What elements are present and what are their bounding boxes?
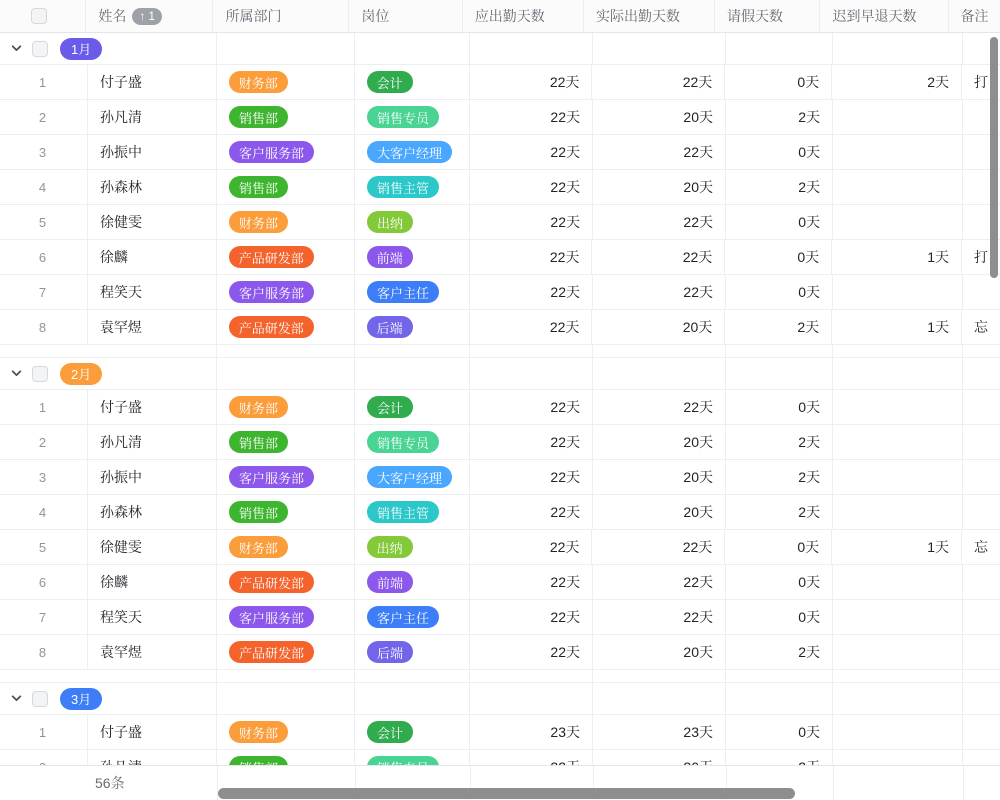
cell-leave-days[interactable]: 0天 xyxy=(726,715,833,749)
empty-cell[interactable] xyxy=(833,670,963,682)
table-row xyxy=(0,310,1000,345)
column-label: 备注 xyxy=(960,8,989,24)
empty-cell[interactable] xyxy=(355,33,470,64)
cell-name[interactable]: 徐健雯 xyxy=(88,205,217,239)
spacer-left-cell[interactable] xyxy=(0,670,217,682)
group-tag: 1月 xyxy=(60,38,102,60)
department-tag: 客户服务部 xyxy=(229,141,314,163)
cell-position[interactable] xyxy=(355,100,470,134)
cell-remark[interactable]: 打 xyxy=(974,249,989,265)
table-row xyxy=(0,240,1000,275)
row-number: 5 xyxy=(0,205,88,239)
column-header-actual-days[interactable] xyxy=(584,0,715,32)
cell-actual-days[interactable]: 20天 xyxy=(593,635,726,669)
cell-position[interactable] xyxy=(355,425,470,459)
collapse-chevron-icon[interactable] xyxy=(10,42,23,55)
column-header-leave-days[interactable] xyxy=(715,0,820,32)
table-row xyxy=(0,205,1000,240)
row-number: 6 xyxy=(0,240,88,274)
cell-department[interactable] xyxy=(217,240,355,274)
collapse-chevron-icon[interactable] xyxy=(10,367,23,380)
position-tag: 会计 xyxy=(367,396,413,418)
department-tag: 财务部 xyxy=(229,396,288,418)
cell-remark[interactable] xyxy=(963,390,1000,424)
cell-expected-days[interactable]: 22天 xyxy=(470,275,593,309)
cell-actual-days[interactable]: 22天 xyxy=(592,530,725,564)
position-tag: 前端 xyxy=(367,571,413,593)
cell-position[interactable] xyxy=(355,635,470,669)
cell-leave-days[interactable]: 0天 xyxy=(726,275,833,309)
collapse-chevron-icon[interactable] xyxy=(10,692,23,705)
cell-name[interactable]: 孙森林 xyxy=(88,495,217,529)
cell-department[interactable] xyxy=(217,170,355,204)
cell-name[interactable]: 孙振中 xyxy=(88,460,217,494)
cell-actual-days[interactable]: 22天 xyxy=(593,600,726,634)
cell-late-days[interactable] xyxy=(833,600,963,634)
cell-department[interactable] xyxy=(217,635,355,669)
row-number: 1 xyxy=(0,65,88,99)
sort-asc-icon: ↑ xyxy=(139,9,146,23)
cell-actual-days[interactable]: 22天 xyxy=(593,565,726,599)
cell-department[interactable] xyxy=(217,310,355,344)
cell-actual-days[interactable]: 22天 xyxy=(593,135,726,169)
cell-department[interactable] xyxy=(217,390,355,424)
department-tag: 客户服务部 xyxy=(229,606,314,628)
empty-cell[interactable] xyxy=(726,358,833,389)
empty-cell[interactable] xyxy=(833,345,963,357)
cell-actual-days[interactable]: 20天 xyxy=(592,310,725,344)
cell-expected-days[interactable]: 22天 xyxy=(470,425,593,459)
cell-late-days[interactable] xyxy=(833,635,963,669)
empty-cell[interactable] xyxy=(593,670,726,682)
cell-name[interactable]: 孙森林 xyxy=(88,170,217,204)
table-row xyxy=(0,425,1000,460)
cell-position[interactable] xyxy=(355,135,470,169)
cell-expected-days[interactable]: 22天 xyxy=(470,600,593,634)
cell-late-days[interactable] xyxy=(833,460,963,494)
cell-late-days[interactable] xyxy=(833,135,963,169)
cell-name[interactable]: 付子盛 xyxy=(88,65,217,99)
cell-position[interactable] xyxy=(355,310,470,344)
cell-leave-days[interactable]: 2天 xyxy=(726,425,833,459)
cell-remark[interactable]: 打 xyxy=(974,74,989,90)
group-checkbox[interactable] xyxy=(32,41,48,57)
cell-name[interactable]: 程笑天 xyxy=(88,600,217,634)
cell-actual-days[interactable]: 23天 xyxy=(593,715,726,749)
group-row xyxy=(0,33,1000,65)
department-tag: 产品研发部 xyxy=(229,571,314,593)
row-number: 6 xyxy=(0,565,88,599)
empty-cell[interactable] xyxy=(355,358,470,389)
cell-late-days[interactable] xyxy=(833,205,963,239)
table-row xyxy=(0,460,1000,495)
empty-cell[interactable] xyxy=(217,670,355,682)
header-row xyxy=(0,0,1000,33)
cell-department[interactable] xyxy=(217,600,355,634)
position-tag: 客户主任 xyxy=(367,281,439,303)
cell-name[interactable]: 袁罕煜 xyxy=(88,310,217,344)
department-tag: 销售部 xyxy=(229,176,288,198)
department-tag: 财务部 xyxy=(229,721,288,743)
empty-cell[interactable] xyxy=(833,683,963,714)
cell-position[interactable] xyxy=(355,565,470,599)
table-row xyxy=(0,530,1000,565)
vertical-scrollbar[interactable] xyxy=(990,37,998,278)
empty-cell[interactable] xyxy=(963,345,1000,357)
cell-remark[interactable] xyxy=(963,460,1000,494)
cell-late-days[interactable]: 1天 xyxy=(832,310,962,344)
cell-department[interactable] xyxy=(217,135,355,169)
empty-cell[interactable] xyxy=(217,683,355,714)
department-tag: 产品研发部 xyxy=(229,316,314,338)
column-header-expected-days[interactable] xyxy=(463,0,584,32)
cell-late-days[interactable] xyxy=(833,715,963,749)
cell-name[interactable]: 徐麟 xyxy=(88,565,217,599)
empty-cell[interactable] xyxy=(726,345,833,357)
select-all-checkbox[interactable] xyxy=(31,8,47,24)
empty-cell[interactable] xyxy=(726,33,833,64)
cell-remark[interactable] xyxy=(963,715,1000,749)
department-tag: 产品研发部 xyxy=(229,246,314,268)
empty-cell[interactable] xyxy=(470,358,593,389)
position-tag: 后端 xyxy=(367,641,413,663)
empty-cell[interactable] xyxy=(355,345,470,357)
cell-expected-days[interactable]: 22天 xyxy=(470,460,593,494)
spacer-left-cell[interactable] xyxy=(0,345,217,357)
cell-name[interactable]: 程笑天 xyxy=(88,275,217,309)
cell-leave-days[interactable]: 0天 xyxy=(726,600,833,634)
cell-remark[interactable] xyxy=(963,635,1000,669)
cell-department[interactable] xyxy=(217,205,355,239)
position-tag: 客户主任 xyxy=(367,606,439,628)
sort-priority: 1 xyxy=(148,9,156,23)
cell-position[interactable] xyxy=(355,600,470,634)
grid-body xyxy=(0,33,1000,785)
cell-position[interactable] xyxy=(355,495,470,529)
cell-name[interactable]: 孙凡清 xyxy=(88,100,217,134)
cell-actual-days[interactable]: 22天 xyxy=(593,205,726,239)
column-header-remark[interactable] xyxy=(949,0,1000,32)
department-tag: 客户服务部 xyxy=(229,281,314,303)
group-spacer-row xyxy=(0,670,1000,683)
cell-late-days[interactable] xyxy=(833,565,963,599)
table-row xyxy=(0,715,1000,750)
cell-actual-days[interactable]: 22天 xyxy=(593,390,726,424)
row-number: 5 xyxy=(0,530,88,564)
header-index-cell xyxy=(0,0,86,32)
cell-expected-days[interactable]: 22天 xyxy=(470,565,593,599)
cell-expected-days[interactable]: 22天 xyxy=(470,170,593,204)
row-number: 3 xyxy=(0,460,88,494)
cell-department[interactable] xyxy=(217,425,355,459)
cell-leave-days[interactable]: 0天 xyxy=(726,135,833,169)
department-tag: 客户服务部 xyxy=(229,466,314,488)
empty-cell[interactable] xyxy=(963,358,1000,389)
cell-leave-days[interactable]: 0天 xyxy=(725,65,832,99)
cell-name[interactable]: 徐麟 xyxy=(88,240,217,274)
cell-position[interactable] xyxy=(355,170,470,204)
cell-remark[interactable] xyxy=(963,495,1000,529)
row-number: 8 xyxy=(0,310,88,344)
cell-department[interactable] xyxy=(217,65,355,99)
cell-position[interactable] xyxy=(355,65,470,99)
empty-cell[interactable] xyxy=(963,683,1000,714)
position-tag: 前端 xyxy=(367,246,413,268)
cell-leave-days[interactable]: 0天 xyxy=(726,390,833,424)
position-tag: 销售专员 xyxy=(367,106,439,128)
footer-separator xyxy=(963,766,964,800)
empty-cell[interactable] xyxy=(355,683,470,714)
empty-cell[interactable] xyxy=(833,33,963,64)
cell-leave-days[interactable]: 0天 xyxy=(725,530,832,564)
column-label: 应出勤天数 xyxy=(474,8,545,24)
column-label: 实际出勤天数 xyxy=(595,8,680,24)
group-row xyxy=(0,358,1000,390)
position-tag: 销售专员 xyxy=(367,431,439,453)
cell-leave-days[interactable]: 0天 xyxy=(726,565,833,599)
row-number: 2 xyxy=(0,100,88,134)
cell-leave-days[interactable]: 0天 xyxy=(726,205,833,239)
group-tag: 2月 xyxy=(60,363,102,385)
row-number: 4 xyxy=(0,170,88,204)
cell-late-days[interactable]: 1天 xyxy=(832,240,962,274)
department-tag: 财务部 xyxy=(229,536,288,558)
table-row xyxy=(0,65,1000,100)
cell-name[interactable]: 孙凡清 xyxy=(88,425,217,459)
cell-leave-days[interactable]: 2天 xyxy=(726,100,833,134)
cell-name[interactable]: 徐健雯 xyxy=(88,530,217,564)
cell-actual-days[interactable]: 20天 xyxy=(593,460,726,494)
column-header-name[interactable] xyxy=(86,0,213,32)
cell-late-days[interactable]: 1天 xyxy=(832,530,962,564)
cell-late-days[interactable] xyxy=(833,495,963,529)
cell-late-days[interactable] xyxy=(833,100,963,134)
department-tag: 财务部 xyxy=(229,211,288,233)
cell-expected-days[interactable]: 22天 xyxy=(470,635,593,669)
cell-position[interactable] xyxy=(355,240,470,274)
cell-department[interactable] xyxy=(217,275,355,309)
cell-remark[interactable] xyxy=(963,275,1000,309)
empty-cell[interactable] xyxy=(963,670,1000,682)
cell-late-days[interactable] xyxy=(833,390,963,424)
position-tag: 销售主管 xyxy=(367,176,439,198)
sort-badge[interactable] xyxy=(132,8,162,25)
position-tag: 后端 xyxy=(367,316,413,338)
cell-actual-days[interactable]: 20天 xyxy=(593,170,726,204)
empty-cell[interactable] xyxy=(470,670,593,682)
table-row xyxy=(0,600,1000,635)
cell-expected-days[interactable]: 22天 xyxy=(470,135,593,169)
cell-actual-days[interactable]: 20天 xyxy=(593,425,726,459)
department-tag: 产品研发部 xyxy=(229,641,314,663)
table-row xyxy=(0,495,1000,530)
position-tag: 大客户经理 xyxy=(367,466,452,488)
group-checkbox[interactable] xyxy=(32,691,48,707)
empty-cell[interactable] xyxy=(593,33,726,64)
group-left-cell xyxy=(0,358,217,389)
group-row xyxy=(0,683,1000,715)
cell-actual-days[interactable]: 22天 xyxy=(592,240,725,274)
cell-late-days[interactable] xyxy=(833,170,963,204)
table-row xyxy=(0,635,1000,670)
column-label: 请假天数 xyxy=(726,8,783,24)
cell-late-days[interactable] xyxy=(833,425,963,459)
horizontal-scrollbar[interactable] xyxy=(218,788,795,799)
cell-department[interactable] xyxy=(217,100,355,134)
column-label: 所属部门 xyxy=(225,8,282,24)
cell-expected-days[interactable]: 22天 xyxy=(470,65,593,99)
empty-cell[interactable] xyxy=(593,683,726,714)
table-row xyxy=(0,100,1000,135)
column-label: 岗位 xyxy=(361,8,390,24)
cell-expected-days[interactable]: 22天 xyxy=(470,100,593,134)
cell-leave-days[interactable]: 2天 xyxy=(726,170,833,204)
group-left-cell xyxy=(0,33,217,64)
empty-cell[interactable] xyxy=(593,345,726,357)
cell-leave-days[interactable]: 0天 xyxy=(725,240,832,274)
position-tag: 大客户经理 xyxy=(367,141,452,163)
cell-expected-days[interactable]: 22天 xyxy=(470,240,593,274)
table-row xyxy=(0,275,1000,310)
cell-leave-days[interactable]: 2天 xyxy=(726,495,833,529)
footer-separator xyxy=(833,766,834,800)
cell-leave-days[interactable]: 2天 xyxy=(725,310,832,344)
department-tag: 财务部 xyxy=(229,71,288,93)
cell-remark[interactable] xyxy=(963,600,1000,634)
row-number: 8 xyxy=(0,635,88,669)
cell-expected-days[interactable]: 22天 xyxy=(470,530,593,564)
cell-name[interactable]: 付子盛 xyxy=(88,715,217,749)
cell-department[interactable] xyxy=(217,565,355,599)
cell-position[interactable] xyxy=(355,530,470,564)
cell-position[interactable] xyxy=(355,205,470,239)
row-number: 4 xyxy=(0,495,88,529)
empty-cell[interactable] xyxy=(470,33,593,64)
cell-position[interactable] xyxy=(355,275,470,309)
group-spacer-row xyxy=(0,345,1000,358)
row-number: 7 xyxy=(0,275,88,309)
cell-expected-days[interactable]: 22天 xyxy=(470,495,593,529)
group-left-cell xyxy=(0,683,217,714)
cell-department[interactable] xyxy=(217,715,355,749)
position-tag: 出纳 xyxy=(367,536,413,558)
cell-name[interactable]: 袁罕煜 xyxy=(88,635,217,669)
row-number: 7 xyxy=(0,600,88,634)
cell-late-days[interactable] xyxy=(833,275,963,309)
empty-cell[interactable] xyxy=(217,33,355,64)
cell-expected-days[interactable]: 22天 xyxy=(470,310,593,344)
empty-cell[interactable] xyxy=(217,345,355,357)
row-number: 3 xyxy=(0,135,88,169)
row-number: 1 xyxy=(0,390,88,424)
column-header-late-days[interactable] xyxy=(820,0,948,32)
cell-position[interactable] xyxy=(355,390,470,424)
position-tag: 会计 xyxy=(367,721,413,743)
department-tag: 销售部 xyxy=(229,501,288,523)
position-tag: 会计 xyxy=(367,71,413,93)
row-number: 2 xyxy=(0,425,88,459)
empty-cell[interactable] xyxy=(726,683,833,714)
cell-actual-days[interactable]: 22天 xyxy=(593,275,726,309)
cell-remark[interactable]: 忘 xyxy=(974,319,989,335)
cell-name[interactable]: 付子盛 xyxy=(88,390,217,424)
empty-cell[interactable] xyxy=(726,670,833,682)
cell-remark[interactable]: 忘 xyxy=(974,539,989,555)
cell-position[interactable] xyxy=(355,715,470,749)
group-checkbox[interactable] xyxy=(32,366,48,382)
cell-late-days[interactable]: 2天 xyxy=(832,65,962,99)
cell-expected-days[interactable]: 23天 xyxy=(470,715,593,749)
department-tag: 销售部 xyxy=(229,106,288,128)
empty-cell[interactable] xyxy=(593,358,726,389)
cell-name[interactable]: 孙振中 xyxy=(88,135,217,169)
table-row xyxy=(0,390,1000,425)
empty-cell[interactable] xyxy=(217,358,355,389)
empty-cell[interactable] xyxy=(470,683,593,714)
table-row xyxy=(0,170,1000,205)
row-number: 1 xyxy=(0,715,88,749)
column-header-department[interactable] xyxy=(213,0,349,32)
cell-department[interactable] xyxy=(217,530,355,564)
group-tag: 3月 xyxy=(60,688,102,710)
cell-department[interactable] xyxy=(217,460,355,494)
cell-actual-days[interactable]: 22天 xyxy=(592,65,725,99)
table-row xyxy=(0,565,1000,600)
column-label: 姓名 xyxy=(98,8,127,24)
cell-leave-days[interactable]: 2天 xyxy=(726,460,833,494)
cell-expected-days[interactable]: 22天 xyxy=(470,205,593,239)
cell-actual-days[interactable]: 20天 xyxy=(593,100,726,134)
position-tag: 销售主管 xyxy=(367,501,439,523)
cell-remark[interactable] xyxy=(963,565,1000,599)
table-row xyxy=(0,135,1000,170)
column-label: 迟到早退天数 xyxy=(832,8,917,24)
record-count: 56条 xyxy=(95,775,125,791)
column-header-position[interactable] xyxy=(349,0,462,32)
position-tag: 出纳 xyxy=(367,211,413,233)
cell-department[interactable] xyxy=(217,495,355,529)
cell-remark[interactable] xyxy=(963,425,1000,459)
cell-actual-days[interactable]: 20天 xyxy=(593,495,726,529)
cell-position[interactable] xyxy=(355,460,470,494)
cell-leave-days[interactable]: 2天 xyxy=(726,635,833,669)
cell-expected-days[interactable]: 22天 xyxy=(470,390,593,424)
department-tag: 销售部 xyxy=(229,431,288,453)
empty-cell[interactable] xyxy=(470,345,593,357)
empty-cell[interactable] xyxy=(833,358,963,389)
empty-cell[interactable] xyxy=(355,670,470,682)
